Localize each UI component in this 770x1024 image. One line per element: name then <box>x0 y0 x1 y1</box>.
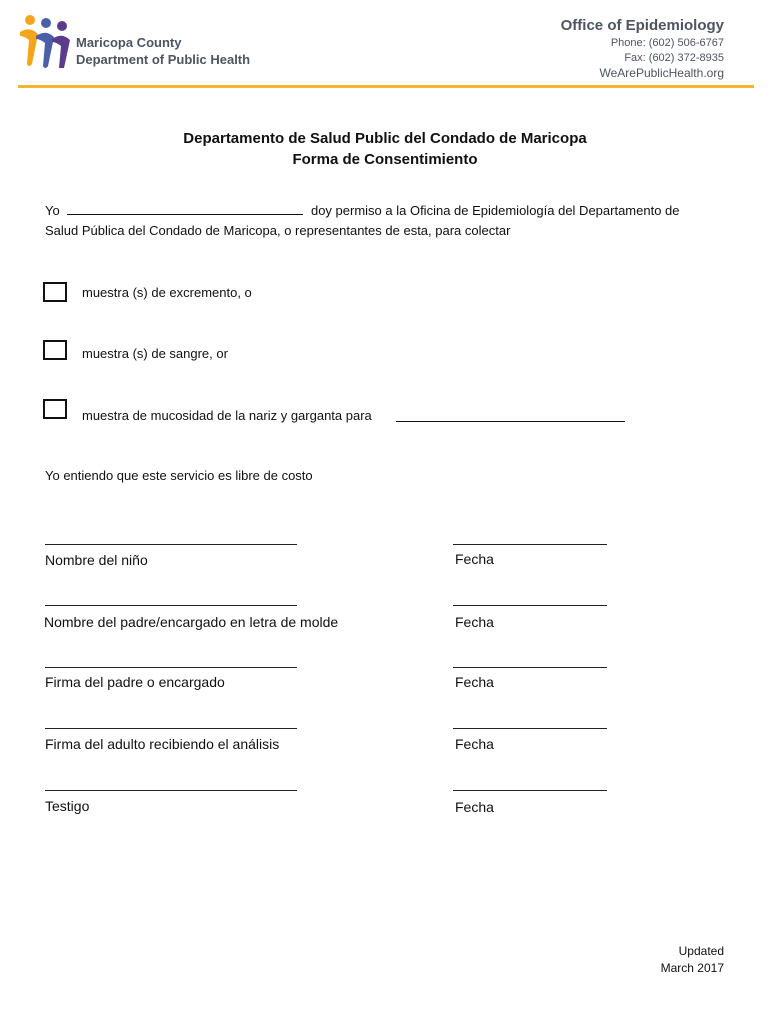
org-name-line1: Maricopa County <box>76 35 182 50</box>
option-label-mucus: muestra de mucosidad de la nariz y garganta para <box>82 408 372 423</box>
website-link[interactable]: WeArePublicHealth.org <box>599 66 724 80</box>
document-title-line1: Departamento de Salud Public del Condado de Maricopa <box>183 130 587 147</box>
date-line-3[interactable] <box>453 667 607 668</box>
header-divider <box>18 85 754 88</box>
consent-prefix: Yo <box>45 203 60 218</box>
test-reason-blank-field[interactable] <box>396 407 625 422</box>
consent-paragraph <box>45 201 725 241</box>
people-figures-logo-icon <box>16 12 78 68</box>
free-service-note: Yo entiendo que este servicio es libre de costo <box>45 468 313 483</box>
date-line-5[interactable] <box>453 790 607 791</box>
date-line-2[interactable] <box>453 605 607 606</box>
witness-line[interactable] <box>45 790 297 791</box>
date-label-1: Fecha <box>455 551 494 567</box>
consent-text-part1: doy permiso a la Oficina de Epidemiología del Departamento de <box>310 203 680 218</box>
child-name-line[interactable] <box>45 544 297 545</box>
date-line-1[interactable] <box>453 544 607 545</box>
parent-signature-line[interactable] <box>45 667 297 668</box>
consent-text-part2: Salud Pública del Condado de Maricopa, o representantes de esta, para colectar <box>45 223 511 238</box>
updated-label: Updated <box>678 944 724 958</box>
option-label-stool: muestra (s) de excremento, o <box>82 285 252 300</box>
parent-printed-name-line[interactable] <box>45 605 297 606</box>
checkbox-mucus-sample[interactable] <box>43 399 67 419</box>
phone-number: Phone: (602) 506-6767 <box>610 37 724 49</box>
document-title-line2: Forma de Consentimiento <box>292 151 478 168</box>
date-label-5: Fecha <box>455 799 494 815</box>
fax-number: Fax: (602) 372-8935 <box>624 52 724 64</box>
parent-signature-label: Firma del padre o encargado <box>45 674 225 690</box>
date-line-4[interactable] <box>453 728 607 729</box>
child-name-label: Nombre del niño <box>45 552 148 568</box>
name-blank-field[interactable] <box>67 202 303 215</box>
checkbox-stool-sample[interactable] <box>43 282 67 302</box>
witness-label: Testigo <box>45 798 90 814</box>
adult-tested-signature-label: Firma del adulto recibiendo el análisis <box>45 736 280 752</box>
option-label-blood: muestra (s) de sangre, or <box>82 346 228 361</box>
date-label-4: Fecha <box>455 736 494 752</box>
adult-tested-signature-line[interactable] <box>45 728 297 729</box>
parent-printed-name-label: Nombre del padre/encargado en letra de molde <box>44 614 339 630</box>
checkbox-blood-sample[interactable] <box>43 340 67 360</box>
date-label-3: Fecha <box>455 674 494 690</box>
updated-date: March 2017 <box>660 961 724 975</box>
office-title: Office of Epidemiology <box>560 17 724 34</box>
date-label-2: Fecha <box>455 614 494 630</box>
org-name-line2: Department of Public Health <box>76 52 251 67</box>
